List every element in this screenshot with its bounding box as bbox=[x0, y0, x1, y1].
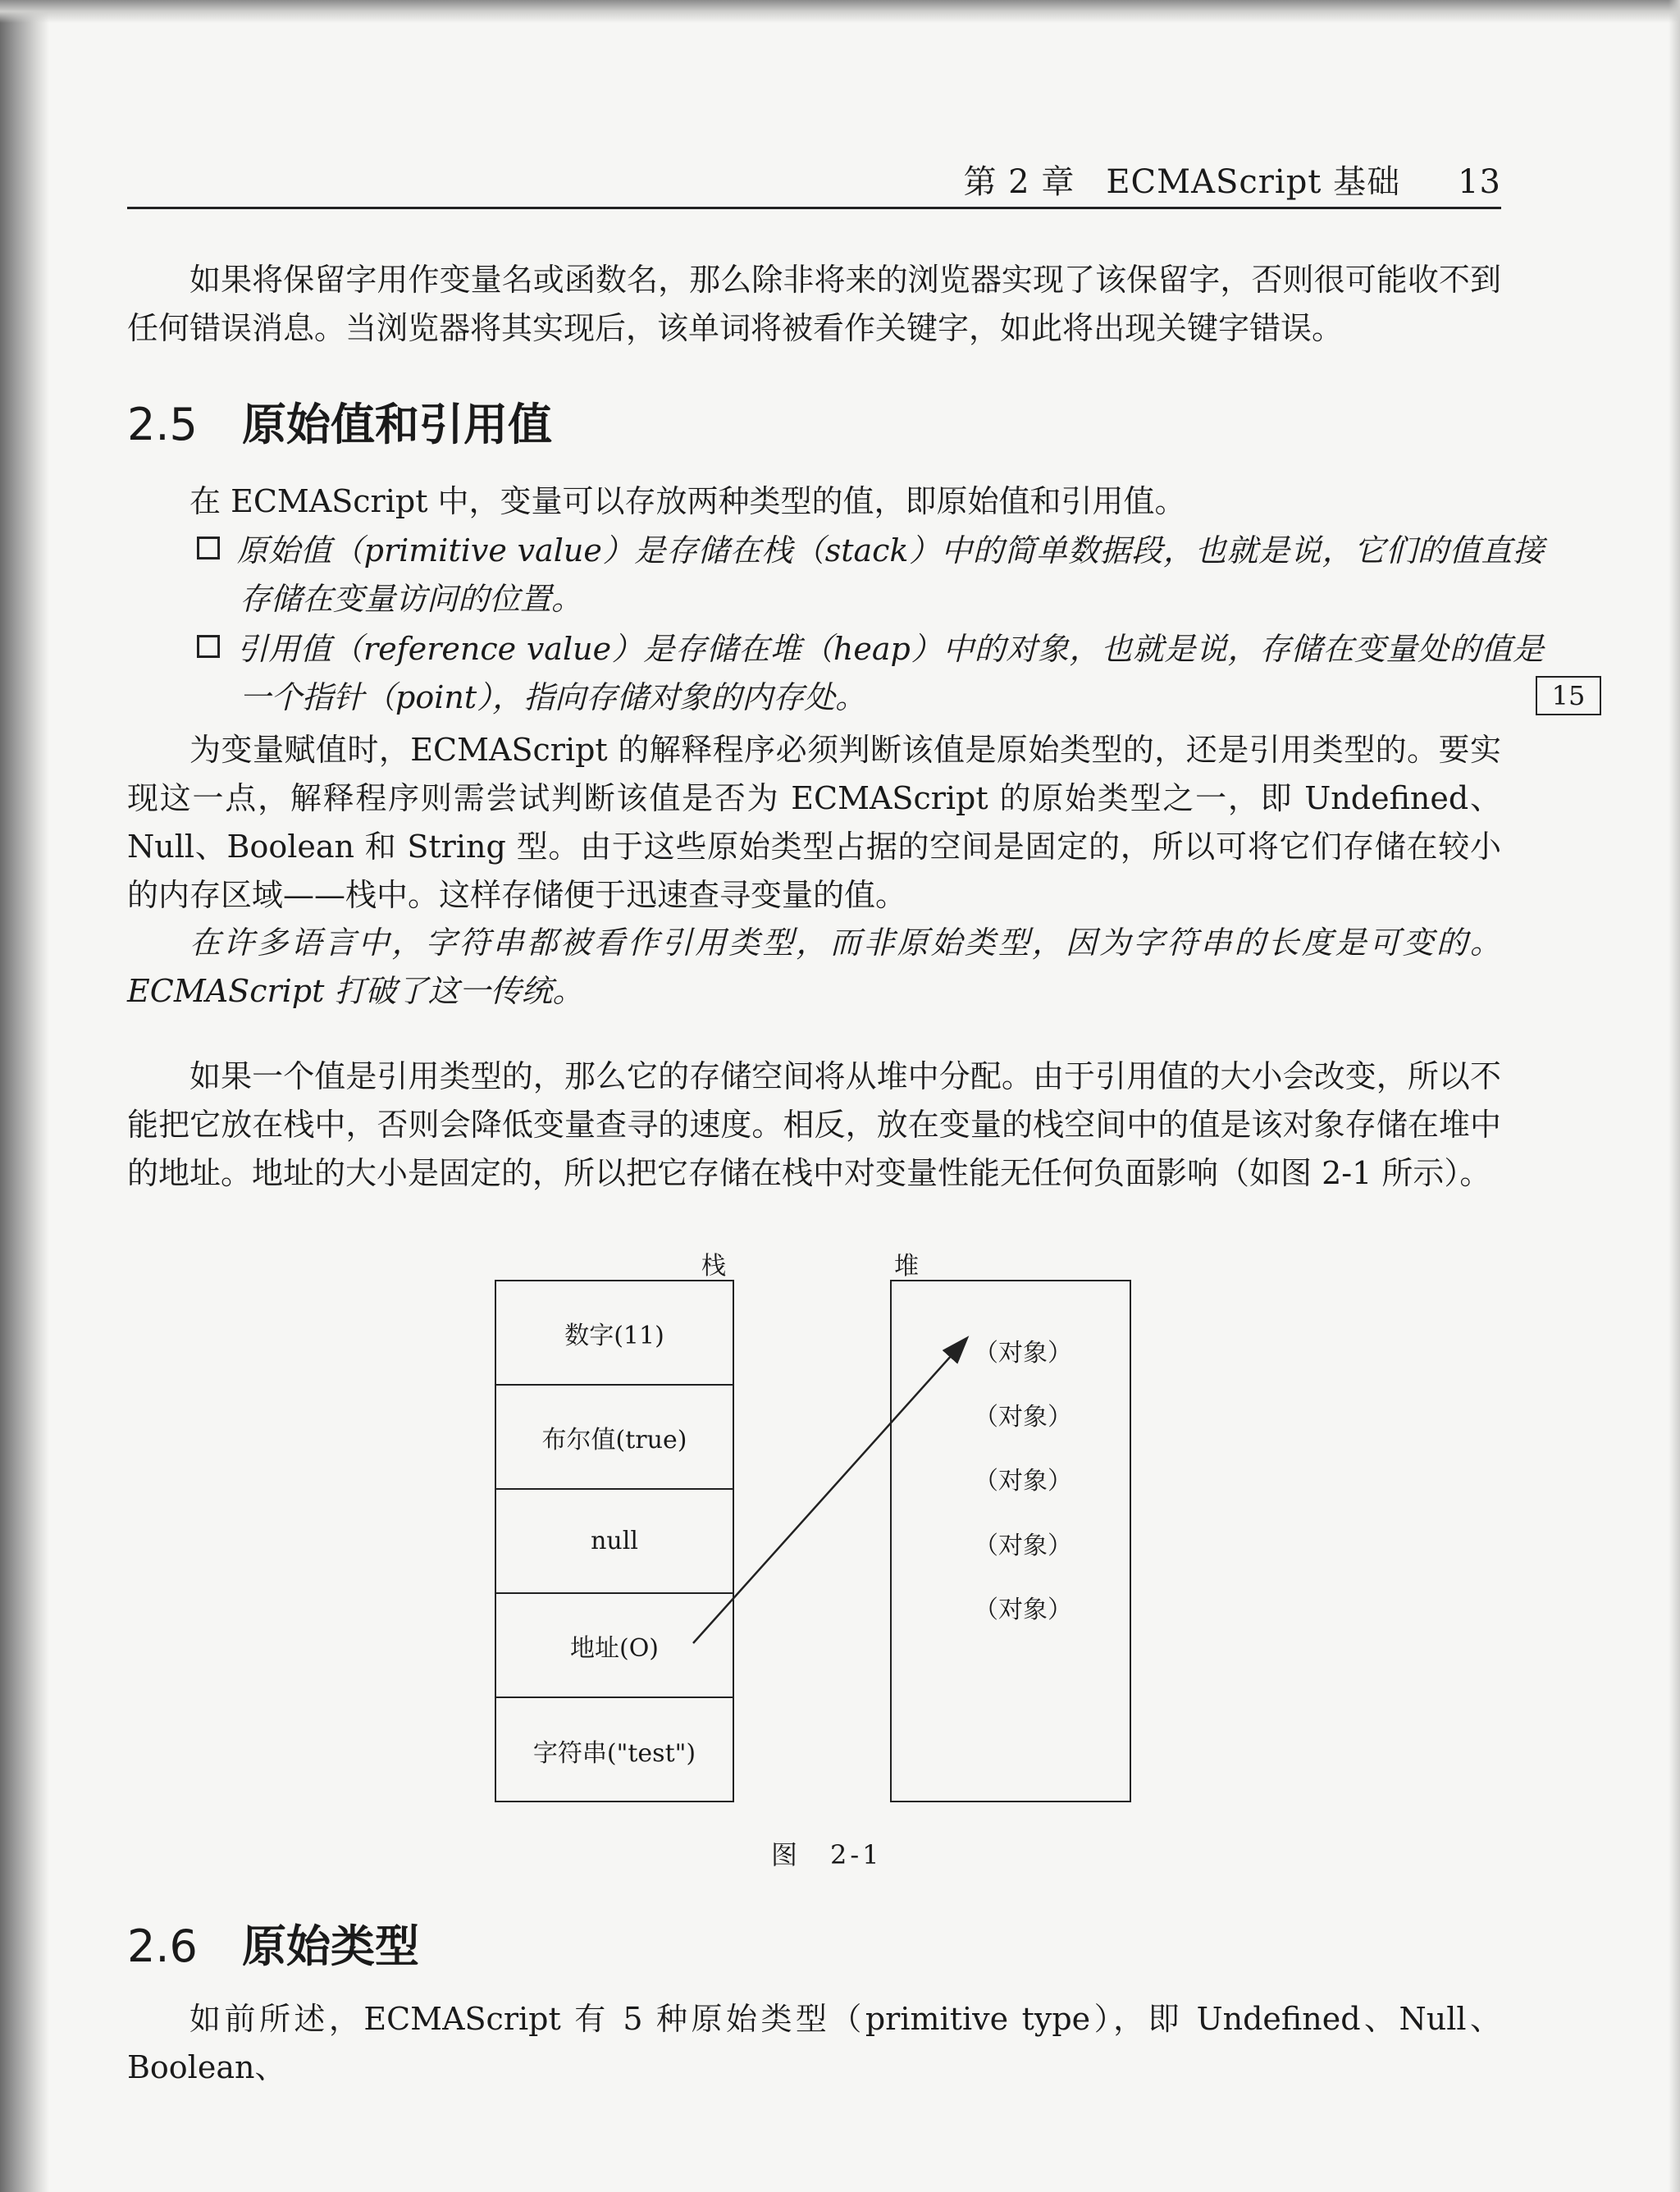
header-chapter: 第 2 章 bbox=[963, 163, 1075, 201]
stack-cell-boolean: 布尔值(true) bbox=[496, 1386, 733, 1490]
stack-cell-string: 字符串("test") bbox=[532, 1738, 696, 1768]
running-header bbox=[127, 160, 1501, 209]
section-title: 原始值和引用值 bbox=[242, 399, 552, 450]
stack-cell-null: null bbox=[496, 1490, 733, 1594]
scan-right-edge bbox=[1669, 0, 1680, 2192]
margin-page-tag: 15 bbox=[1536, 676, 1601, 715]
section-number: 2.5 bbox=[127, 399, 198, 450]
section-heading-2-5 bbox=[127, 390, 552, 453]
heap-object: （对象） bbox=[974, 1403, 1072, 1432]
checkbox-bullet-icon bbox=[197, 635, 220, 658]
paragraph-reserved-words: 如果将保留字用作变量名或函数名，那么除非将来的浏览器实现了该保留字，否则很可能收不到任何错误消息。当浏览器将其实现后，该单词将被看作关键字，如此将出现关键字错误。 bbox=[127, 262, 1501, 346]
scan-top-shadow bbox=[0, 0, 1680, 23]
note-strings: 在许多语言中，字符串都被看作引用类型，而非原始类型，因为字符串的长度是可变的。ECMAScript 打破了这一传统。 bbox=[127, 925, 1501, 1009]
heap-object: （对象） bbox=[974, 1596, 1072, 1624]
heap-object: （对象） bbox=[974, 1339, 1072, 1368]
stack-label: 栈 bbox=[701, 1252, 726, 1281]
stack-column bbox=[495, 1280, 734, 1802]
header-title: ECMAScript 基础 bbox=[1106, 163, 1401, 201]
stack-cell-address: 地址(O) bbox=[496, 1594, 733, 1698]
checkbox-bullet-icon bbox=[197, 537, 220, 559]
running-header-text bbox=[963, 156, 1501, 203]
scan-left-shadow bbox=[0, 0, 49, 2192]
paragraph-primitive-types: 如前所述，ECMAScript 有 5 种原始类型（primitive type），即 Undefined、Null、Boolean、 bbox=[127, 2001, 1501, 2085]
paragraph-reference-type: 如果一个值是引用类型的，那么它的存储空间将从堆中分配。由于引用值的大小会改变，所以不能把它放在栈中，否则会降低变量查寻的速度。相反，放在变量的栈空间中的值是该对象存储在堆中的地址。地址的大小是固定的，所以把它存储在栈中对变量性能无任何负面影响（如图 2-1 所示）。 bbox=[127, 1058, 1501, 1191]
heap-column bbox=[890, 1280, 1131, 1802]
bullet-primitive-value bbox=[197, 527, 1544, 623]
figure-caption: 图 2-1 bbox=[771, 1839, 883, 1870]
bullet-text: 原始值（primitive value）是存储在栈（stack）中的简单数据段，也就是说，它们的值直接存储在变量访问的位置。 bbox=[236, 532, 1544, 617]
heap-object: （对象） bbox=[974, 1467, 1072, 1496]
page-number: 13 bbox=[1458, 163, 1501, 201]
paragraph-intro: 在 ECMAScript 中，变量可以存放两种类型的值，即原始值和引用值。 bbox=[189, 483, 1186, 519]
stack-cell-number: 数字(11) bbox=[496, 1281, 733, 1386]
paragraph-assignment: 为变量赋值时，ECMAScript 的解释程序必须判断该值是原始类型的，还是引用类型的。要实现这一点，解释程序则需尝试判断该值是否为 ECMAScript 的原始类型之一，即 Undefined、Null、Boolean 和 String 型。由于这些原始类型占据的空间是固定的，所以可将它们存储在较小的内存区域——栈中。这样存储便于迅速查寻变量的值。 bbox=[127, 732, 1501, 913]
heap-label: 堆 bbox=[894, 1252, 919, 1281]
bullet-text: 引用值（reference value）是存储在堆（heap）中的对象，也就是说，存储在变量处的值是一个指针（point），指向存储对象的内存处。 bbox=[236, 631, 1544, 715]
section-number: 2.6 bbox=[127, 1920, 198, 1972]
section-title: 原始类型 bbox=[242, 1920, 419, 1972]
header-rule bbox=[127, 207, 1501, 209]
heap-object: （对象） bbox=[974, 1532, 1072, 1560]
bullet-reference-value bbox=[197, 625, 1544, 722]
section-heading-2-6 bbox=[127, 1911, 419, 1975]
